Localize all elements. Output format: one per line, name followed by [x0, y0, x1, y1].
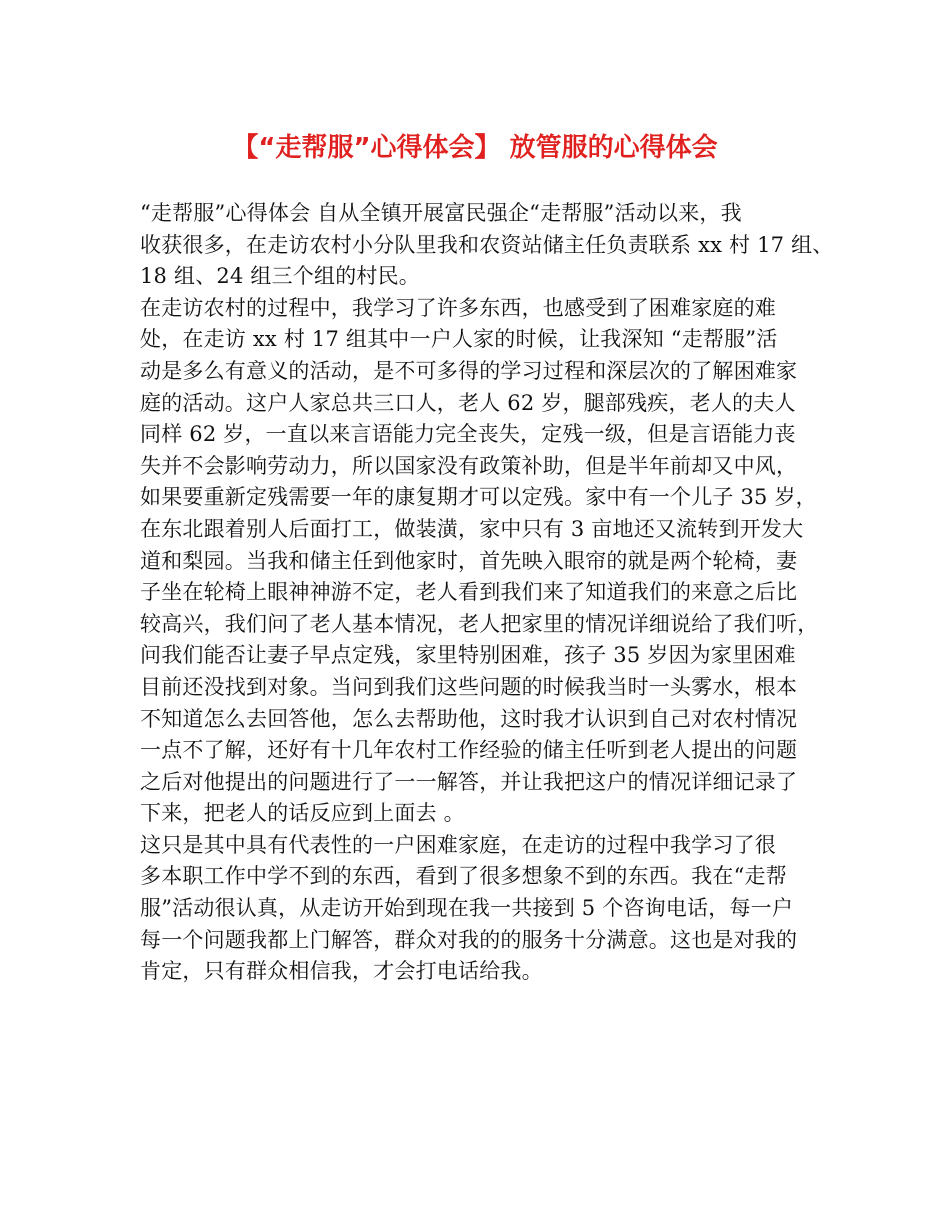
text-line: 在东北跟着别人后面打工，做装潢，家中只有 3 亩地还又流转到开发大	[140, 516, 804, 541]
text-line: 下来，把老人的话反应到上面去 。	[140, 801, 465, 826]
text-line: 目前还没找到对象。当问到我们这些问题的时候我当时一头雾水，根本	[140, 674, 798, 699]
text-line: 收获很多，在走访农村小分队里我和农资站储主任负责联系 xx 村 17 组、	[140, 232, 834, 257]
text-line: 这只是其中具有代表性的一户困难家庭，在走访的过程中我学习了很	[140, 832, 776, 857]
text-line: 不知道怎么去回答他，怎么去帮助他，这时我才认识到自己对农村情况	[140, 706, 798, 731]
text-line: 动是多么有意义的活动，是不可多得的学习过程和深层次的了解困难家	[140, 358, 798, 383]
text-line: 较高兴，我们问了老人基本情况，老人把家里的情况详细说给了我们听，	[140, 611, 819, 636]
text-line: 在走访农村的过程中，我学习了许多东西，也感受到了困难家庭的难	[140, 295, 776, 320]
text-line: 庭的活动。这户人家总共三口人，老人 62 岁，腿部残疾，老人的夫人	[140, 390, 796, 415]
document-title: 【“走帮服”心得体会】 放管服的心得体会	[232, 133, 718, 163]
paragraph-1	[140, 198, 834, 293]
text-line: 同样 62 岁，一直以来言语能力完全丧失，定残一级，但是言语能力丧	[140, 422, 796, 447]
text-line: 服”活动很认真，从走访开始到现在我一共接到 5 个咨询电话，每一户	[140, 896, 794, 921]
text-line: 子坐在轮椅上眼神神游不定，老人看到我们来了知道我们的来意之后比	[140, 580, 798, 605]
text-line: “走帮服”心得体会 自从全镇开展富民强企“走帮服”活动以来，我	[140, 201, 742, 225]
paragraph-2	[140, 293, 819, 830]
text-line: 问我们能否让妻子早点定残，家里特别困难，孩子 35 岁因为家里困难	[140, 643, 796, 668]
document-body	[140, 198, 834, 988]
text-line: 18 组、24 组三个组的村民。	[140, 264, 420, 289]
text-line: 道和梨园。当我和储主任到他家时，首先映入眼帘的就是两个轮椅，妻	[140, 548, 798, 573]
text-line: 每一个问题我都上门解答，群众对我的的服务十分满意。这也是对我的	[140, 927, 798, 952]
text-line: 多本职工作中学不到的东西，看到了很多想象不到的东西。我在“走帮	[140, 864, 787, 889]
text-line: 之后对他提出的问题进行了一一解答，并让我把这户的情况详细记录了	[140, 769, 798, 794]
text-line: 如果要重新定残需要一年的康复期才可以定残。家中有一个儿子 35 岁，	[140, 485, 817, 510]
paragraph-3	[140, 830, 812, 988]
text-line: 肯定，只有群众相信我，才会打电话给我。	[140, 959, 543, 984]
text-line: 一点不了解，还好有十几年农村工作经验的储主任听到老人提出的问题	[140, 738, 798, 763]
text-line: 失并不会影响劳动力，所以国家没有政策补助，但是半年前却又中风，	[140, 453, 798, 478]
text-line: 处，在走访 xx 村 17 组其中一户人家的时候，让我深知 “走帮服”活	[140, 327, 778, 352]
